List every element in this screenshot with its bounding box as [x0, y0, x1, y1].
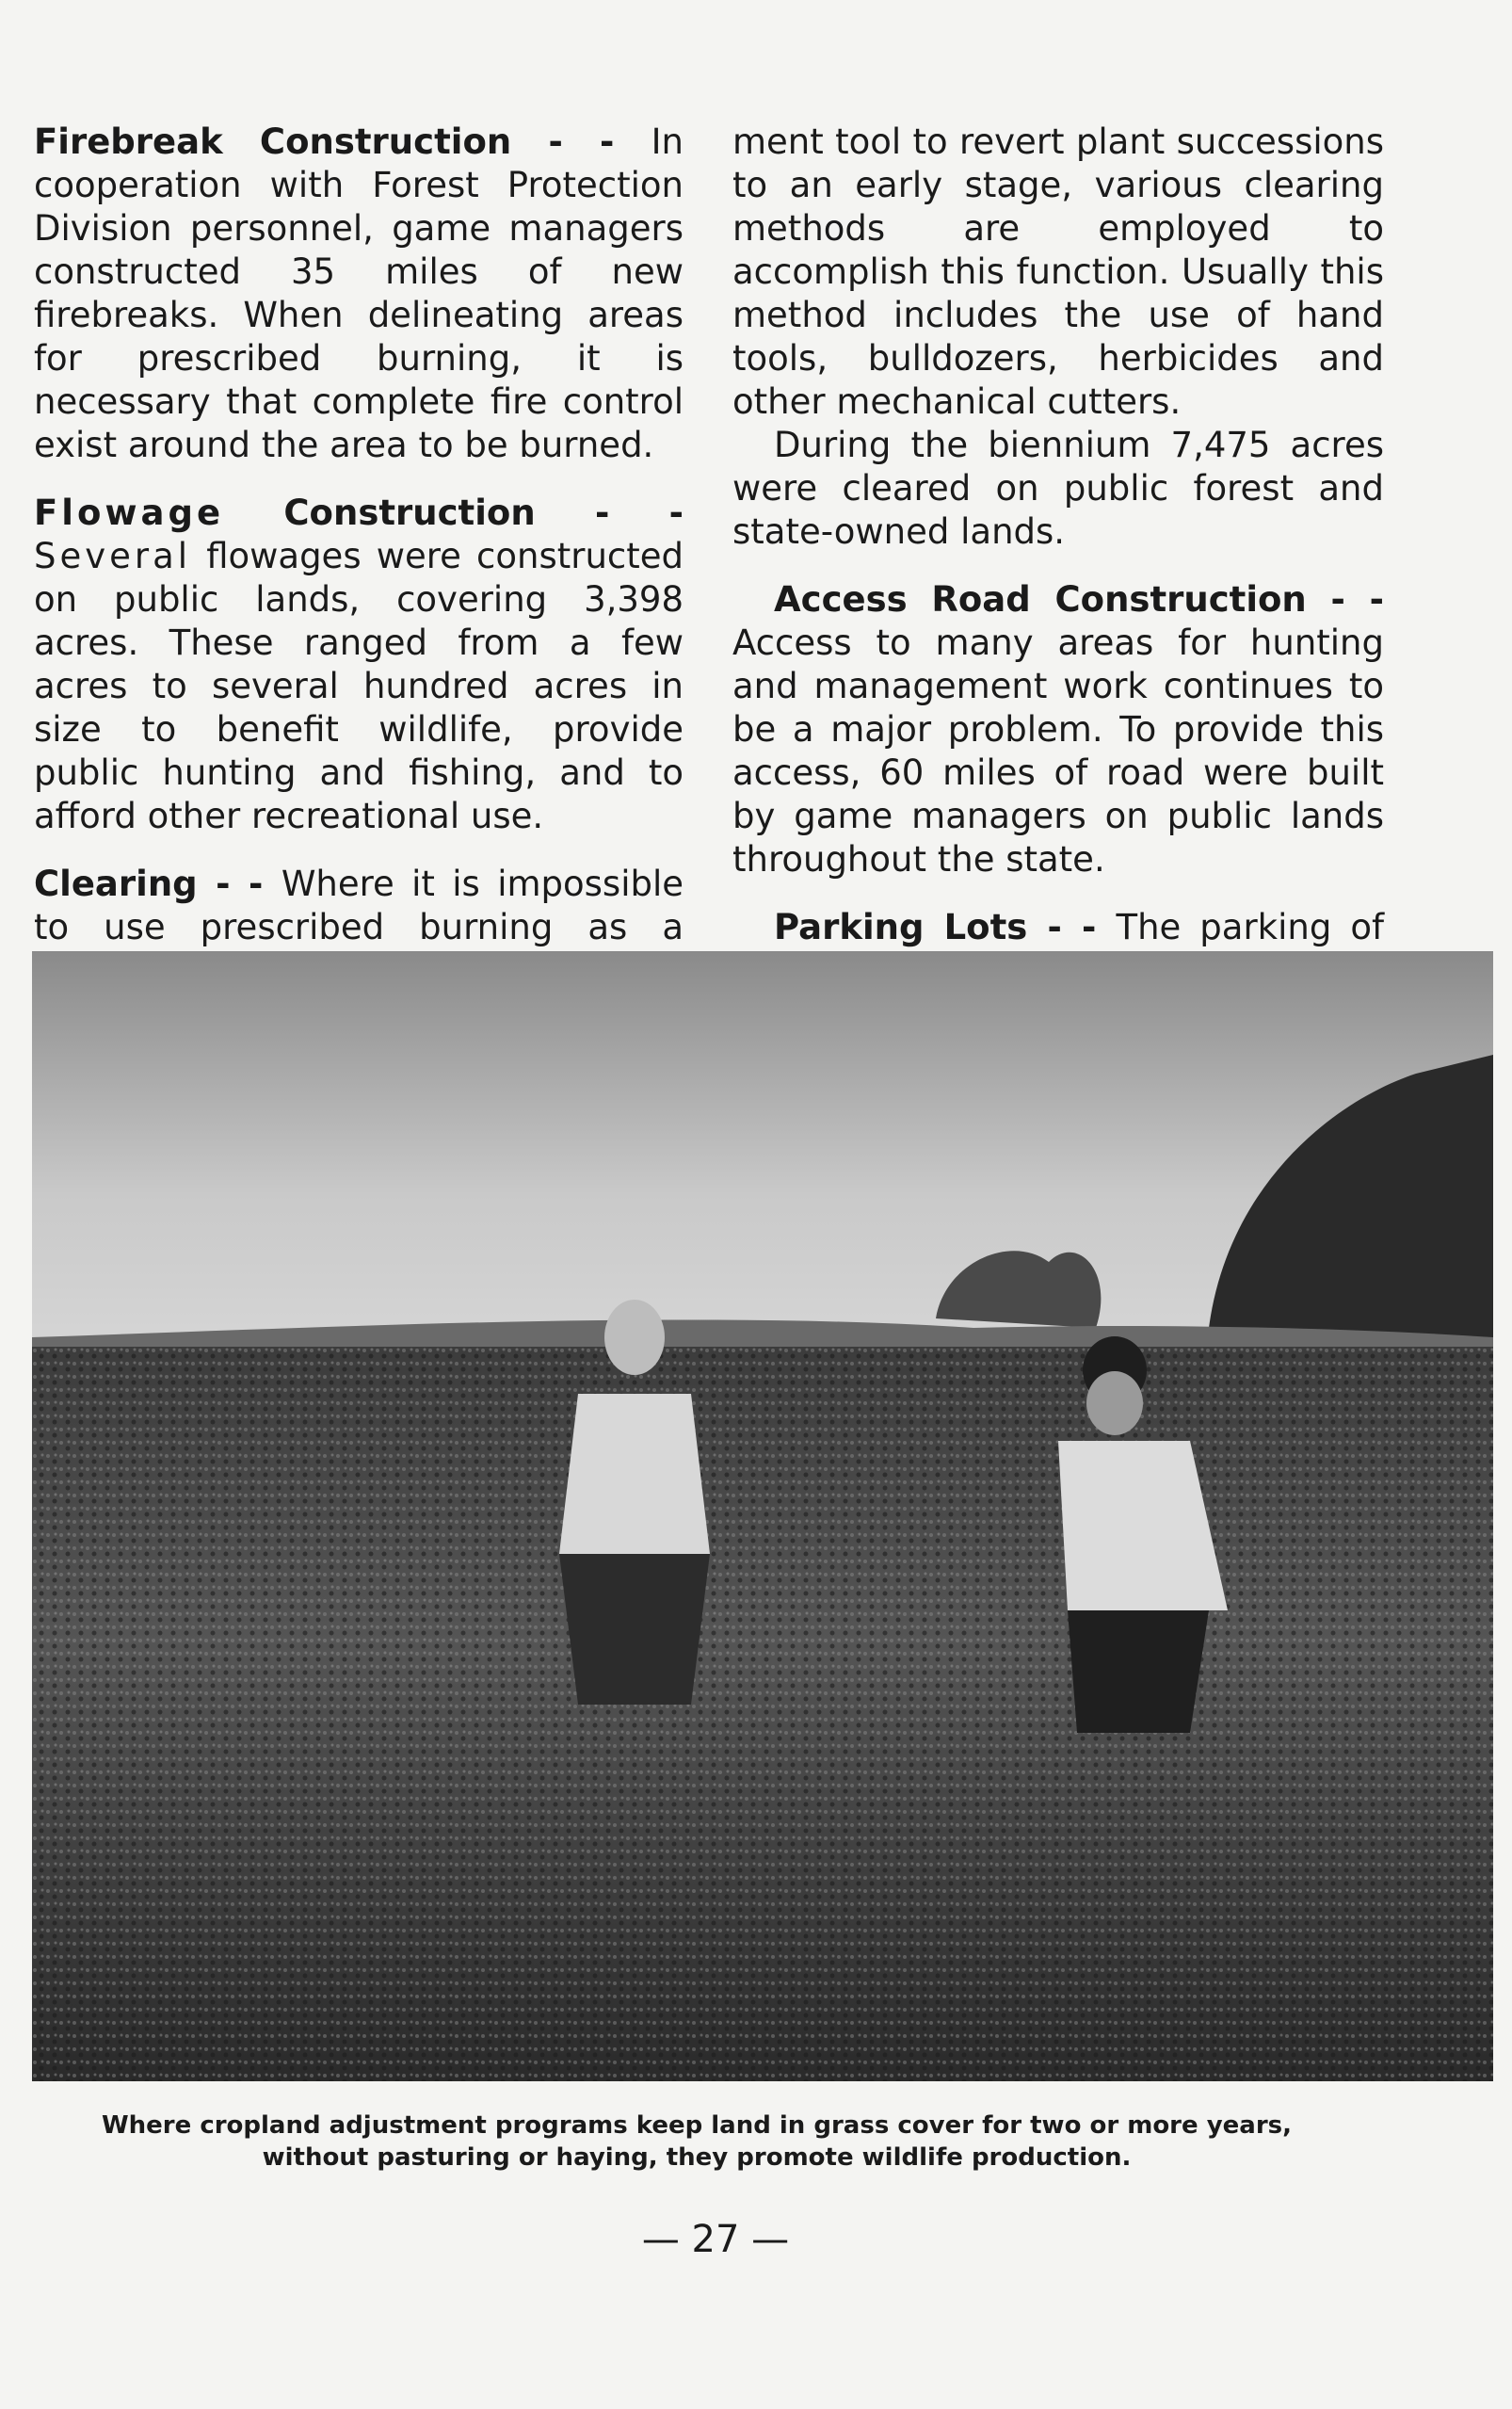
left-column: [34, 121, 684, 993]
page-number: — 27 —: [641, 2218, 790, 2261]
field-photo-illustration: [32, 951, 1493, 2081]
separator: - -: [511, 121, 651, 162]
paragraph-clearing-continued: ment tool to revert plant successions to an early stage, various clearing methods are employed to accomplish this function. Usually this method includes the use of hand tools, bulldozers, herbicides and other mechanical cutters.: [732, 121, 1384, 422]
heading-parking-lots: Parking Lots: [774, 907, 1028, 947]
body-text: Access to many areas for hunting and management work continues to be a major problem. To provide this access, 60 miles of road were built by game managers on public lands throughout the state.: [732, 622, 1384, 880]
body-text-lead: Several: [34, 536, 192, 576]
paragraph-flowage: [34, 492, 684, 838]
separator: - -: [1306, 579, 1384, 620]
separator: - -: [197, 864, 281, 904]
heading-flowage: Flowage: [34, 493, 225, 533]
paragraph-access-road: [732, 578, 1384, 881]
caption-line-2: without pasturing or haying, they promote wildlife production.: [262, 2143, 1132, 2172]
body-text: flowages were constructed on public lands, covering 3,398 acres. These ranged from a few acres to several hundred acres in size to benefit wildlife, provide public hunting and fishing, and to afford other recreational use.: [34, 536, 684, 836]
body-text: The parking of: [1116, 907, 1385, 947]
caption-line-1: Where cropland adjustment programs keep land in grass cover for two or more years,: [101, 2111, 1292, 2140]
grass-texture: [32, 1347, 1493, 2081]
heading-firebreak: Firebreak Construction: [34, 121, 512, 162]
heading-clearing: Clearing: [34, 864, 198, 904]
photo-caption: [56, 2110, 1337, 2174]
paragraph-firebreak: [34, 121, 684, 467]
heading-access-road: Access Road Construction: [774, 579, 1307, 620]
separator: - -: [1027, 907, 1117, 947]
separator: - -: [535, 493, 684, 533]
right-column: [732, 121, 1384, 993]
body-text: In cooperation with Forest Protection Division personnel, game managers constructed 35 miles of new firebreaks. When delineating areas for prescribed burning, it is necessary that complete fire control exist around the area to be burned.: [34, 121, 684, 465]
paragraph-biennium: During the biennium 7,475 acres were cleared on public forest and state-owned lands.: [732, 425, 1384, 552]
heading-flowage-construction: Construction: [224, 493, 536, 533]
body-text: Where it is impossible to use prescribed burning as a: [34, 864, 684, 947]
field-photograph: [32, 951, 1493, 2081]
